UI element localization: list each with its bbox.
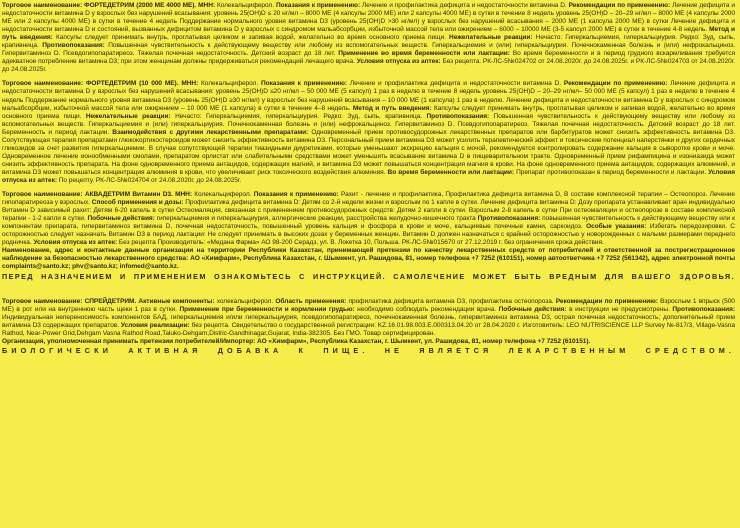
recommendation-label: Рекомендации по применению: xyxy=(563,80,668,88)
contraindications: повышенная чувствительность к действующему веществу или к компонентам препарата, гипервитаминоз витамина D, почечная недостаточность, повышенный уровень кальция и фосфора в крови и моче, кальциевые почечные камни, саркоидоз. xyxy=(2,215,735,231)
pregnancy-label: Применение во время беременности или лактации: xyxy=(338,50,510,58)
indications-label: Показания к применению: xyxy=(253,191,339,199)
method-label: Метод и путь введения: xyxy=(2,26,735,42)
pregnancy: Препарат противопоказан в период беременности и лактации. xyxy=(516,168,706,176)
akvadetrim-section xyxy=(2,191,735,247)
side-effects-label: Побочные действия: xyxy=(87,215,155,223)
conditions-label: Условия реализации: xyxy=(120,321,190,329)
contraindications: Повышенная чувствительность к действующему веществу или любому из вспомогательных веществ. Гиперкальциемия и (или) гиперкальциурия. Почечнокаменная болезнь и (или) нефрокальциноз. Гипервитаминоз D. Псевдогипопаратиреоз. Тяжелая почечная недостаточность. Детский возраст до 18 лет. xyxy=(2,42,735,58)
trade-name: ФОРТЕДЕТРИМ (2000 МЕ 4000 МЕ). xyxy=(84,2,197,9)
interactions: Одновременный прием противосудорожных лекарственных препаратов или барбитуратов может снизить эффективность витамина D3. Сопутствующая терапия препаратами глюкокортикостероидов может снизить эффективность витамина D3. Персональный прием витамина D3 может усилить терапевтический эффект и токсические потенциал наперстянки и других сердечных гликозидов за счет развития гиперкальциемии. В случае сопутствующей терапии тиазидными диуретиками, которые уменьшают экскрецию кальция с мочой, рекомендуется контролировать содержание кальция в сыворотке крови и моче. Одновременное лечение ионообменными смолами, препаратом орлистат или слабительными средствами может уменьшить всасывание витамина D в пищеварительном тракте. Одновременный прием рифампицина и изониазида может снизить эффективность препарата. На фоне одновременного приема антацидов, содержащих магний, и витамина D3 может повышаться концентрация магния в крови. На фоне одновременного приема антацидов, содержащих алюминий, и витамина D3 может повышаться концентрация алюминия в крови, что увеличивает риск токсического воздействия алюминия. xyxy=(2,128,735,176)
indications: Рахит - лечение и профилактика, Профилактика дефицита витамина D, В составе комплексной терапии – Остеопороз. Лечение гипопаратиреоза у взрослых. xyxy=(2,191,735,207)
trade-name: ФОРТЕДЕТРИМ (10 000 МЕ). xyxy=(85,80,179,88)
side-effects-label: Побочные действия: xyxy=(498,305,567,313)
special: Избегать передозировки. С осторожностью следует назначать Витамин D3 в период лактации: Не следует принимать в высоких дозах у беременных женщин. Витамин D должен назначаться с крайней осторожностью у новорожденных с малыми размерами переднего родничка. xyxy=(2,223,735,247)
inn-label: МНН: xyxy=(181,80,199,88)
components-label: Активные компоненты: xyxy=(138,297,215,305)
indications-label: Показания к применению: xyxy=(260,80,348,88)
dosing: Профилактика дефицита витамина D: Детям со 2-й недели жизни и взрослым по 1 капле в сутки. Лечение дефицита витамина D: Дозу препарата устанавливает врач индивидуально Витамин D зависимый рахит: Детям 6-20 капель в сутки Остеомаляция, связанная с применением противосудорожных средств: Детям 2 капли в сутки. Взрослым 2-8 капель в сутки При остеомаляции и остеопорозе в составе комплексной терапии - 1-2 капли в сутки. xyxy=(2,199,735,223)
recommendation: Взрослым 1 впрыск (500 МЕ) в рот или на внутреннюю часть щеки 1 раз в сутки. xyxy=(2,297,735,313)
trade-name-label: Торговое наименование: xyxy=(2,191,83,199)
complaints-organization: Наименование, адрес и контактные данные организации на территории Республики Казахстан, принимающей претензии по качеству лекарственных средств от потребителей и ответственной за пострегистрационное наблюдение за безопасностью лекарственного средства: АО «Химфарм», Республика Казахстан, г. Шымкент, ул. Рашидова, 81, номер телефона +7 7252 (610151), номер автоответчика +7 7252 (561342), адрес электронной почты complaints@santo.kz; phv@santo.kz; infomed@santo.kz. xyxy=(2,247,735,271)
area: профилактика дефицита витамина D3, профилактика остеопороза. xyxy=(348,297,554,305)
side-effects: гиперкальциемия и гиперкальциурия, аллергические реакции, расстройства желудочно-кишечного тракта xyxy=(156,215,476,223)
fortedetrim-2000-4000-section xyxy=(2,2,735,74)
trade-name-label: Торговое наименование: xyxy=(2,80,84,88)
trade-name-label: Торговое наименование: xyxy=(2,2,83,9)
otc-label: Условия отпуска из аптек: xyxy=(356,58,441,66)
supplement-disclaimer: БИОЛОГИЧЕСКИ АКТИВНАЯ ДОБАВКА К ПИЩЕ. НЕ ЯВЛЯЕТСЯ ЛЕКАРСТВЕННЫМ СРЕДСТВОМ. xyxy=(2,345,735,355)
otc-label: Условия отпуска из аптек: xyxy=(2,168,735,184)
recommendation: Лечение дефицита и недостаточности витамина D у взрослых без нарушений всасывания: уровень 25(OH)D ≤20 нг/мл – 50 000 МЕ (5 капсул) 1 раз в неделю в течение 8 недель уровень 25(OH)D – 20–29 нг/мл– 50 000 МЕ (5 капсул) 1 раз в неделю в течение 4 недель Поддержание нормального уровня витамина D3 (уровень 25(OH)D ≥30 нг/мл) у взрослых без нарушений всасывания – 10 000 МЕ (1 капсула) 1 раз в неделю. Лечение дефицита и недостаточности витамина D у взрослых с синдромом мальабсорбции, избыточной массой тела или ожирением – 10 000 МЕ (1 капсула) в сутки в течение 4–8 недель. xyxy=(2,80,735,112)
contraindications-label: Противопоказания: xyxy=(426,112,490,120)
otc: Без рецепта Производитель: «Медана Фарма» АО 98-200 Серадз, ул. В. Локетка 10, Польша. РК-ЛС-5№015670 от 27.12.2019 г. без ограничения срока действия. xyxy=(118,239,604,247)
combination-label: Применение при беременности и кормлении грудью: xyxy=(179,305,355,313)
conditions: без рецепта. Свидетельство о государственной регистрации: KZ.16.01.98.003.E.000313.04.20 от 28.04.2020 г. Изготовитель: LEO NUTRISCIENCE LLP Survey №-817/3, Village-Vasna Rathod, Near-Power Grid,Dehgam Vasna Rathod Road,Taluko-Dehgam,Distric-Gandhinagar,Gujarat, India-382305. Без ГМО. Товар сертифицирован. xyxy=(2,321,735,337)
side-effects: Нечасто: Гиперкальциемия, гиперкальциурия. Редко: Зуд, сыпь, крапивница. xyxy=(175,112,423,120)
pregnancy: Во время беременности и в период грудного вскармливания требуется адекватное потребление витамина D3; при этом женщинам должны придерживаться рекомендаций лечащего врача. xyxy=(2,50,735,66)
dosing-label: Способ применения и дозы: xyxy=(91,199,184,207)
indications-label: Показания к применению: xyxy=(275,2,361,9)
recommendation-label: Рекомендации по применению: xyxy=(568,2,671,9)
side-effects-label: Нежелательные реакции: xyxy=(449,34,533,42)
indications: Лечение и профилактика дефицита и недостаточности витамина D. xyxy=(362,2,567,9)
recommendation: Лечение дефицита и недостаточности витамина D у взрослых без нарушений всасывания: уровень 25(OH)D ≤ 20 нг/мл – 8000 МЕ (4 капсулы 2000 МЕ) или 2 капсулы 4000 МЕ) в сутки в течение 8 недель уровень 25(OH)D – 20–29 нг/мл – 8000 МЕ (4 капсулы 2000 МЕ или 2 капсулы 4000 МЕ) в сутки в течение 4 недель Поддержание нормального уровня витамина D3 (уровень 25(OH)D >30 нг/мл) у взрослых без нарушений всасывания – 2000 МЕ (1 капсула 2000 МЕ) в сутки Лечение дефицита и недостаточности витамина D и состояний, вызванных дефицитом витамина D у взрослых с синдромом мальабсорбции, избыточной массой тела или ожирением – 6000 – 10000 МЕ (3-5 капсул 2000 МЕ) в сутки в течение 4-8 недель. xyxy=(2,2,735,34)
inn: Колекальциферол. xyxy=(194,191,252,199)
trade-name: СПРЕЙДЕТРИМ. xyxy=(84,297,137,305)
side-effects: в инструкции не предусмотрены. xyxy=(569,305,670,313)
otc: Без рецепта. РК-ЛС-5№024702 от 24.08.2020г. до 24.08.2025г. и РК-ЛС-5№024703 от 24.08.2020г. до 24.08.2025г. xyxy=(2,58,735,74)
inn: Колекальциферол. xyxy=(216,2,275,9)
special-label: Особые указания: xyxy=(586,223,647,231)
trade-name-label: Торговое наименование: xyxy=(2,297,83,305)
spreydetrim-section xyxy=(2,298,735,338)
inn-label: МНН: xyxy=(198,2,216,9)
contraindications: Повышенная чувствительность к действующему веществу или любому из вспомогательных веществ. Гиперкальциемия и (или) гиперкальциурия. Почечнокаменная болезнь и (или) нефрокальциноз. Гипервитаминоз D. Псевдогипопаратиреоз. Тяжелая почечная недостаточность. Детский возраст до 18 лет. Беременность и период лактации. xyxy=(2,112,735,136)
importer-organization: Организация, уполномоченная принимать претензии потребителей/Импортер: АО «Химфарм», Республика Казахстан, г. Шымкент, ул. Рашидова, 81, номер телефона +7 7252 (610151). xyxy=(2,337,591,345)
recommendation-label: Рекомендации по применению: xyxy=(555,297,658,305)
interactions-label: Взаимодействия с другими лекарственными препаратами: xyxy=(112,128,309,136)
contraindications: Индивидуальная непереносимость компонентов БАД, гиперкальциемия и/или гиперкальциурия, псевдогипопаратиреоз, почечнокаменная болезнь, гипервитаминоз витамина D3, острая почечная недостаточность; дополнительный прием витамина D3 содержащих препаратов. xyxy=(2,313,735,329)
method: Капсулы следует принимать внутрь, проглатывая целиком и запивая водой, желательно во время основного приема пищи. xyxy=(56,34,446,42)
area-label: Область применения: xyxy=(275,297,347,305)
fortedetrim-10000-section xyxy=(2,80,735,185)
side-effects: Нечасто: Гиперкальциемия, гиперкальциурия. Редко: Зуд, сыпь, крапивница. xyxy=(2,34,735,50)
trade-name: АКВАДЕТРИМ Витамин D3. xyxy=(84,191,173,199)
leaflet-page xyxy=(2,2,735,526)
side-effects-label: Нежелательные реакции: xyxy=(85,112,171,120)
otc: По рецепту. РК-ЛС-5№024704 от 24.08.2020г. до 24.08.2025г. xyxy=(58,176,242,184)
inn: Колекальциферол. xyxy=(201,80,259,88)
method-label: Метод и путь введения: xyxy=(352,104,432,112)
inn-label: МНН: xyxy=(175,191,192,199)
otc-label: Условия отпуска из аптек: xyxy=(33,239,118,247)
components: холекальциферол. xyxy=(216,297,274,305)
instruction-warning: ПЕРЕД НАЗНАЧЕНИЕМ И ПРИМЕНЕНИЕМ ОЗНАКОМЬТЕСЬ С ИНСТРУКЦИЕЙ. САМОЛЕЧЕНИЕ МОЖЕТ БЫТЬ ВРЕДНЫМ ДЛЯ ВАШЕГО ЗДОРОВЬЯ. xyxy=(2,271,735,281)
contraindications-label: Противопоказания: xyxy=(672,305,735,313)
pregnancy-label: Во время беременности или лактации: xyxy=(387,168,515,176)
method: Капсулы следует принимать внутрь, проглатывая целиком и запивая водой, желательно во время основного приема пищи. xyxy=(2,104,735,120)
combination: необходимо соблюдать рекомендации врача. xyxy=(357,305,497,313)
contraindications-label: Противопоказания: xyxy=(42,42,105,50)
contraindications-label: Противопоказания: xyxy=(477,215,541,223)
indications: Лечение и профилактика дефицита и недостаточности витамина D. xyxy=(349,80,562,88)
